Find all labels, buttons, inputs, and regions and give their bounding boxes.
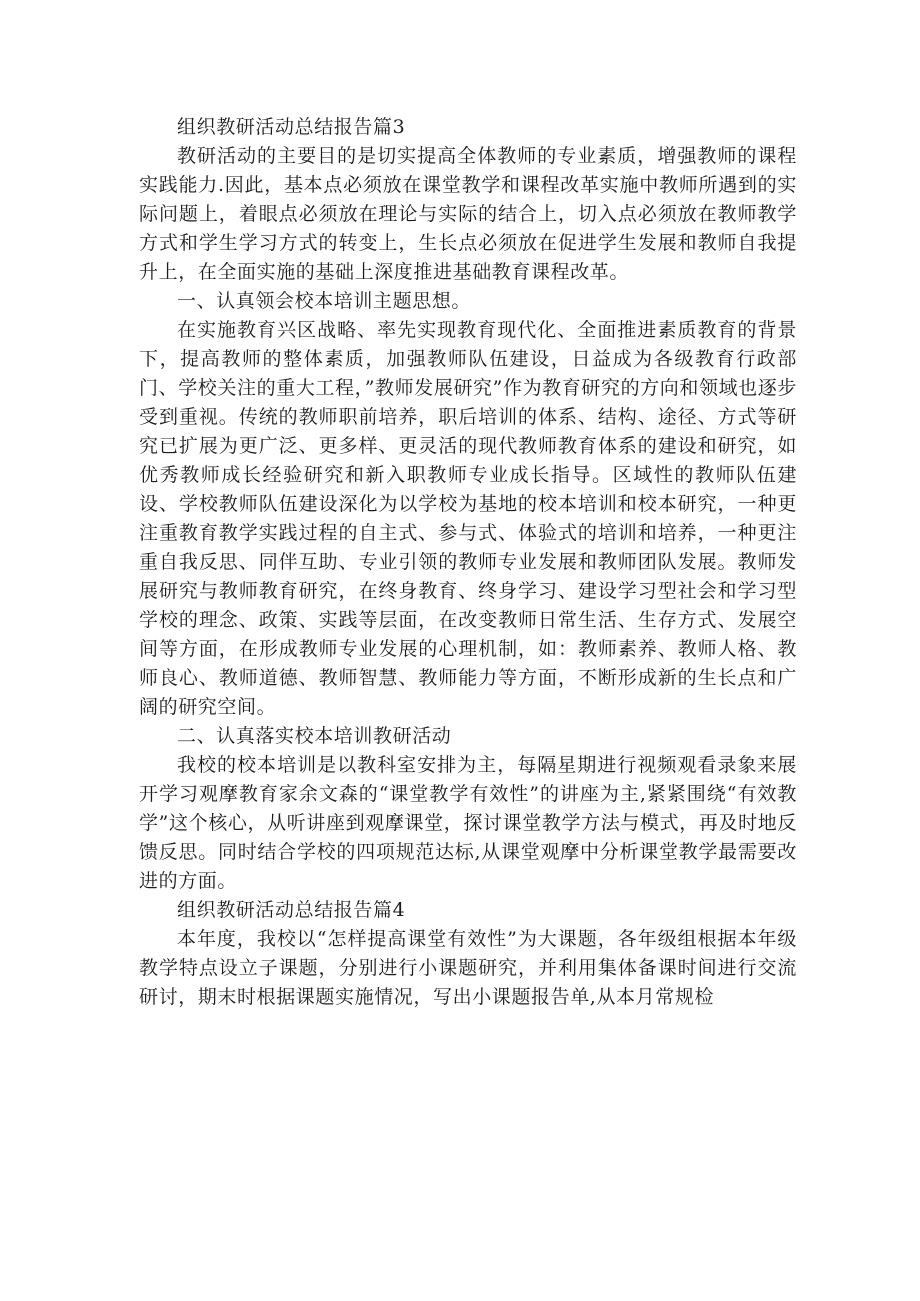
document-body xyxy=(139,113,797,1012)
section-heading-2: 二、认真落实校本培训教研活动 xyxy=(177,725,452,747)
paragraph-school-training: 我校的校本培训是以教科室安排为主，每隔星期进行视频观看录象来展开学习观摩教育家余文森的“课堂教学有效性”的讲座为主,紧紧围绕“有效教学”这个核心，从听讲座到观摩课堂，探讨课堂教学方法与模式，再及时地反馈反思。同时结合学校的四项规范达标,从课堂观摩中分析课堂教学最需要改进的方面。 xyxy=(139,754,797,892)
paragraph-teaching-research-purpose: 教研活动的主要目的是切实提高全体教师的专业素质，增强教师的课程实践能力.因此，基本点必须放在课堂教学和课程改革实施中教师所遇到的实际问题上，着眼点必须放在理论与实际的结合上，切入点必须放在教师教学方式和学生学习方式的转变上，生长点必须放在促进学生发展和教师自我提升上，在全面实施的基础上深度推进基础教育课程改革。 xyxy=(139,145,797,283)
section-heading-1: 一、认真领会校本培训主题思想。 xyxy=(177,290,472,312)
paragraph-annual-research: 本年度，我校以“怎样提高课堂有效性”为大课题，各年级组根据本年级教学特点设立子课题，分别进行小课题研究，并利用集体备课时间进行交流研讨，期末时根据课题实施情况，写出小课题报告单,从本月常规检 xyxy=(139,928,797,1008)
section-heading-report-4: 组织教研活动总结报告篇4 xyxy=(177,899,406,921)
paragraph-teacher-development: 在实施教育兴区战略、率先实现教育现代化、全面推进素质教育的背景下，提高教师的整体素质，加强教师队伍建设，日益成为各级教育行政部门、学校关注的重大工程，”教师发展研究”作为教育研究的方向和领域也逐步受到重视。传统的教师职前培养，职后培训的体系、结构、途径、方式等研究已扩展为更广泛、更多样、更灵活的现代教师教育体系的建设和研究，如优秀教师成长经验研究和新入职教师专业成长指导。区域性的教师队伍建设、学校教师队伍建设深化为以学校为基地的校本培训和校本研究，一种更注重教育教学实践过程的自主式、参与式、体验式的培训和培养，一种更注重自我反思、同伴互助、专业引领的教师专业发展和教师团队发展。教师发展研究与教师教育研究，在终身教育、终身学习、建设学习型社会和学习型学校的理念、政策、实践等层面，在改变教师日常生活、生存方式、发展空间等方面，在形成教师专业发展的心理机制，如：教师素养、教师人格、教师良心、教师道德、教师智慧、教师能力等方面，不断形成新的生长点和广阔的研究空间。 xyxy=(139,319,797,718)
section-heading-report-3: 组织教研活动总结报告篇3 xyxy=(177,116,406,138)
